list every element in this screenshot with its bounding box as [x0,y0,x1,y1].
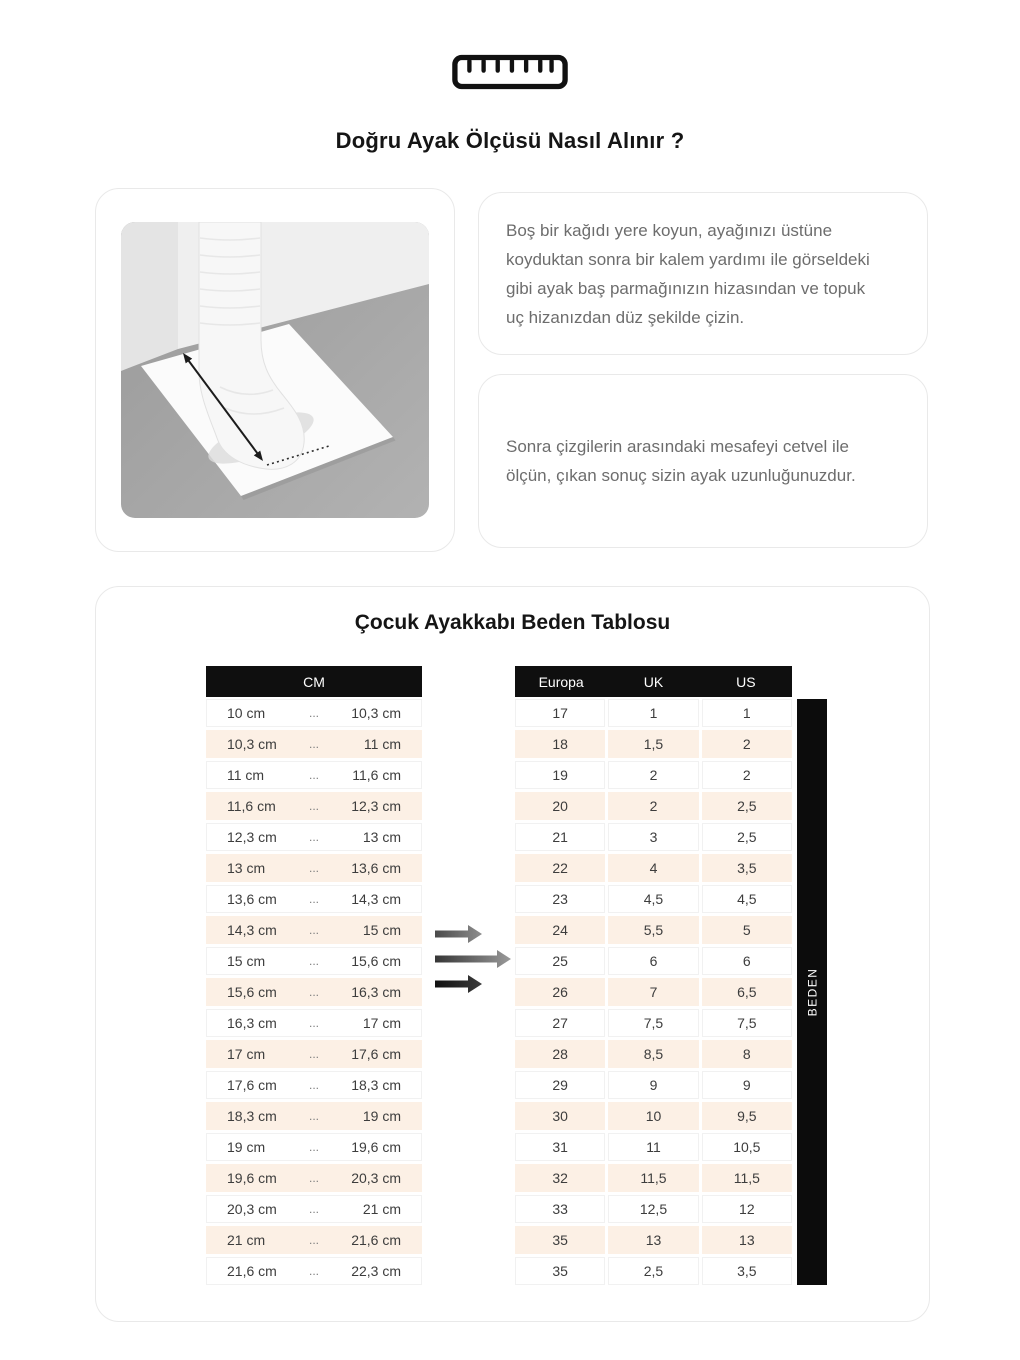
cm-to-value: 19 cm [362,1108,401,1124]
photo-card [95,188,455,552]
size-cell: 13 [608,1226,698,1254]
size-cell: 17 [515,699,605,727]
cm-to-value: 16,3 cm [351,984,401,1000]
cm-range-row [206,761,422,789]
size-cell: 2 [608,761,698,789]
beden-label: BEDEN [805,967,819,1017]
cm-header-label: CM [303,673,325,690]
cm-table-header [206,666,422,697]
size-cell: 6 [702,947,792,975]
cm-range-row [206,1009,422,1037]
instruction-step-1-text: Boş bir kağıdı yere koyun, ayağınızı üstüne koyduktan sonra bir kalem yardımı ile görseldeki gibi ayak baş parmağınızın hizasından ve topuk uç hizanızdan düz şekilde çizin. [506,220,870,327]
size-row [515,947,792,975]
cm-range-row [206,699,422,727]
cm-sep-value: ... [308,1078,319,1092]
size-row [515,1040,792,1068]
cm-sep-value: ... [308,799,319,813]
size-row [515,1195,792,1223]
cm-table-body [206,699,422,1285]
cm-range-row [206,1226,422,1254]
size-row [515,1009,792,1037]
size-row [515,699,792,727]
cm-range-row [206,1133,422,1161]
cm-sep-value: ... [308,1171,319,1185]
instruction-step-2-text: Sonra çizgilerin arasındaki mesafeyi cetvel ile ölçün, çıkan sonuç sizin ayak uzunluğunuzdur. [506,437,856,485]
size-cell: 28 [515,1040,605,1068]
header-uk: UK [643,673,664,690]
cm-to-value: 22,3 cm [351,1263,401,1279]
cm-to-value: 19,6 cm [351,1139,401,1155]
cm-to-value: 13 cm [362,829,401,845]
cm-range-row [206,823,422,851]
size-cell: 2 [702,761,792,789]
size-row [515,1071,792,1099]
size-cell: 2,5 [608,1257,698,1285]
cm-from-value: 13,6 cm [227,891,277,907]
cm-sep-value: ... [308,985,319,999]
size-cell: 10,5 [702,1133,792,1161]
cm-to-value: 17 cm [362,1015,401,1031]
header-us: US [736,673,756,690]
cm-to-value: 11 cm [363,736,401,752]
instruction-card-2 [478,374,928,548]
size-table-card [95,586,930,1322]
size-cell: 19 [515,761,605,789]
cm-sep-value: ... [308,706,319,720]
cm-sep-value: ... [308,768,319,782]
size-cell: 2 [702,730,792,758]
size-cell: 8 [702,1040,792,1068]
size-cell: 11,5 [608,1164,698,1192]
cm-from-value: 15,6 cm [227,984,277,1000]
cm-to-value: 10,3 cm [351,705,401,721]
size-row [515,854,792,882]
cm-to-value: 13,6 cm [351,860,401,876]
size-cell: 2,5 [702,792,792,820]
size-cell: 6,5 [702,978,792,1006]
size-cell: 13 [702,1226,792,1254]
cm-range-row [206,1195,422,1223]
cm-range-row [206,1071,422,1099]
size-cell: 4,5 [608,885,698,913]
cm-range-row [206,978,422,1006]
size-cell: 23 [515,885,605,913]
size-row [515,885,792,913]
cm-range-row [206,947,422,975]
size-cell: 35 [515,1226,605,1254]
header-europa: Europa [538,673,584,690]
cm-from-value: 11,6 cm [227,798,276,814]
cm-from-value: 21,6 cm [227,1263,277,1279]
size-cell: 5 [702,916,792,944]
cm-from-value: 16,3 cm [227,1015,277,1031]
size-cell: 8,5 [608,1040,698,1068]
cm-from-value: 17,6 cm [227,1077,277,1093]
cm-to-value: 12,3 cm [351,798,401,814]
size-cell: 7,5 [702,1009,792,1037]
size-cell: 2,5 [702,823,792,851]
cm-from-value: 12,3 cm [227,829,277,845]
cm-from-value: 19 cm [227,1139,266,1155]
cm-range-row [206,1257,422,1285]
cm-sep-value: ... [308,1233,319,1247]
size-table-body [515,699,792,1285]
cm-range-row [206,1040,422,1068]
cm-from-value: 10 cm [227,705,266,721]
size-cell: 22 [515,854,605,882]
cm-range-row [206,730,422,758]
cm-range-row [206,792,422,820]
cm-sep-value: ... [308,954,319,968]
size-cell: 29 [515,1071,605,1099]
cm-sep-value: ... [308,1264,319,1278]
beden-bar [797,699,827,1285]
cm-range-row [206,1102,422,1130]
size-row [515,730,792,758]
cm-to-value: 20,3 cm [351,1170,401,1186]
size-row [515,823,792,851]
size-cell: 21 [515,823,605,851]
foot-measure-photo [121,222,429,518]
page-title: Doğru Ayak Ölçüsü Nasıl Alınır ? [335,128,685,153]
size-cell: 1 [702,699,792,727]
cm-sep-value: ... [308,737,319,751]
cm-from-value: 18,3 cm [227,1108,277,1124]
cm-to-value: 18,3 cm [351,1077,401,1093]
cm-table [206,666,422,1288]
size-cell: 9 [702,1071,792,1099]
cm-from-value: 14,3 cm [227,922,277,938]
size-cell: 9 [608,1071,698,1099]
cm-from-value: 17 cm [227,1046,266,1062]
cm-from-value: 20,3 cm [227,1201,277,1217]
cm-sep-value: ... [308,923,319,937]
instruction-card-1 [478,192,928,355]
size-cell: 25 [515,947,605,975]
cm-from-value: 11 cm [227,767,265,783]
size-cell: 3,5 [702,854,792,882]
cm-sep-value: ... [308,1016,319,1030]
size-cell: 12 [702,1195,792,1223]
size-cell: 4,5 [702,885,792,913]
cm-sep-value: ... [308,830,319,844]
size-row [515,978,792,1006]
size-cell: 32 [515,1164,605,1192]
size-cell: 11 [608,1133,698,1161]
size-table [515,666,792,1288]
size-row [515,792,792,820]
size-cell: 33 [515,1195,605,1223]
cm-sep-value: ... [308,892,319,906]
cm-to-value: 15 cm [362,922,401,938]
size-cell: 5,5 [608,916,698,944]
size-cell: 9,5 [702,1102,792,1130]
cm-range-row [206,1164,422,1192]
size-cell: 18 [515,730,605,758]
size-cell: 31 [515,1133,605,1161]
size-cell: 10 [608,1102,698,1130]
cm-sep-value: ... [308,861,319,875]
cm-sep-value: ... [308,1202,319,1216]
cm-to-value: 15,6 cm [351,953,401,969]
size-row [515,761,792,789]
size-cell: 3,5 [702,1257,792,1285]
cm-from-value: 19,6 cm [227,1170,277,1186]
size-cell: 2 [608,792,698,820]
cm-from-value: 10,3 cm [227,736,277,752]
size-table-header [515,666,792,697]
cm-sep-value: ... [308,1140,319,1154]
transfer-arrows-icon [433,923,513,998]
cm-to-value: 17,6 cm [351,1046,401,1062]
size-table-title: Çocuk Ayakkabı Beden Tablosu [354,611,671,634]
cm-from-value: 15 cm [227,953,266,969]
size-cell: 27 [515,1009,605,1037]
size-row [515,1164,792,1192]
size-cell: 20 [515,792,605,820]
size-row [515,916,792,944]
size-cell: 7 [608,978,698,1006]
size-cell: 11,5 [702,1164,792,1192]
cm-to-value: 21 cm [362,1201,401,1217]
cm-to-value: 14,3 cm [351,891,401,907]
cm-to-value: 21,6 cm [351,1232,401,1248]
cm-from-value: 13 cm [227,860,266,876]
size-cell: 3 [608,823,698,851]
cm-range-row [206,854,422,882]
size-cell: 30 [515,1102,605,1130]
size-row [515,1257,792,1285]
size-row [515,1226,792,1254]
ruler-icon [452,54,568,90]
size-cell: 7,5 [608,1009,698,1037]
size-cell: 35 [515,1257,605,1285]
size-row [515,1102,792,1130]
size-cell: 1 [608,699,698,727]
size-cell: 24 [515,916,605,944]
cm-range-row [206,885,422,913]
cm-range-row [206,916,422,944]
cm-sep-value: ... [308,1047,319,1061]
size-cell: 12,5 [608,1195,698,1223]
cm-sep-value: ... [308,1109,319,1123]
size-cell: 6 [608,947,698,975]
size-cell: 4 [608,854,698,882]
cm-to-value: 11,6 cm [352,767,401,783]
cm-from-value: 21 cm [227,1232,266,1248]
size-cell: 1,5 [608,730,698,758]
size-row [515,1133,792,1161]
size-cell: 26 [515,978,605,1006]
